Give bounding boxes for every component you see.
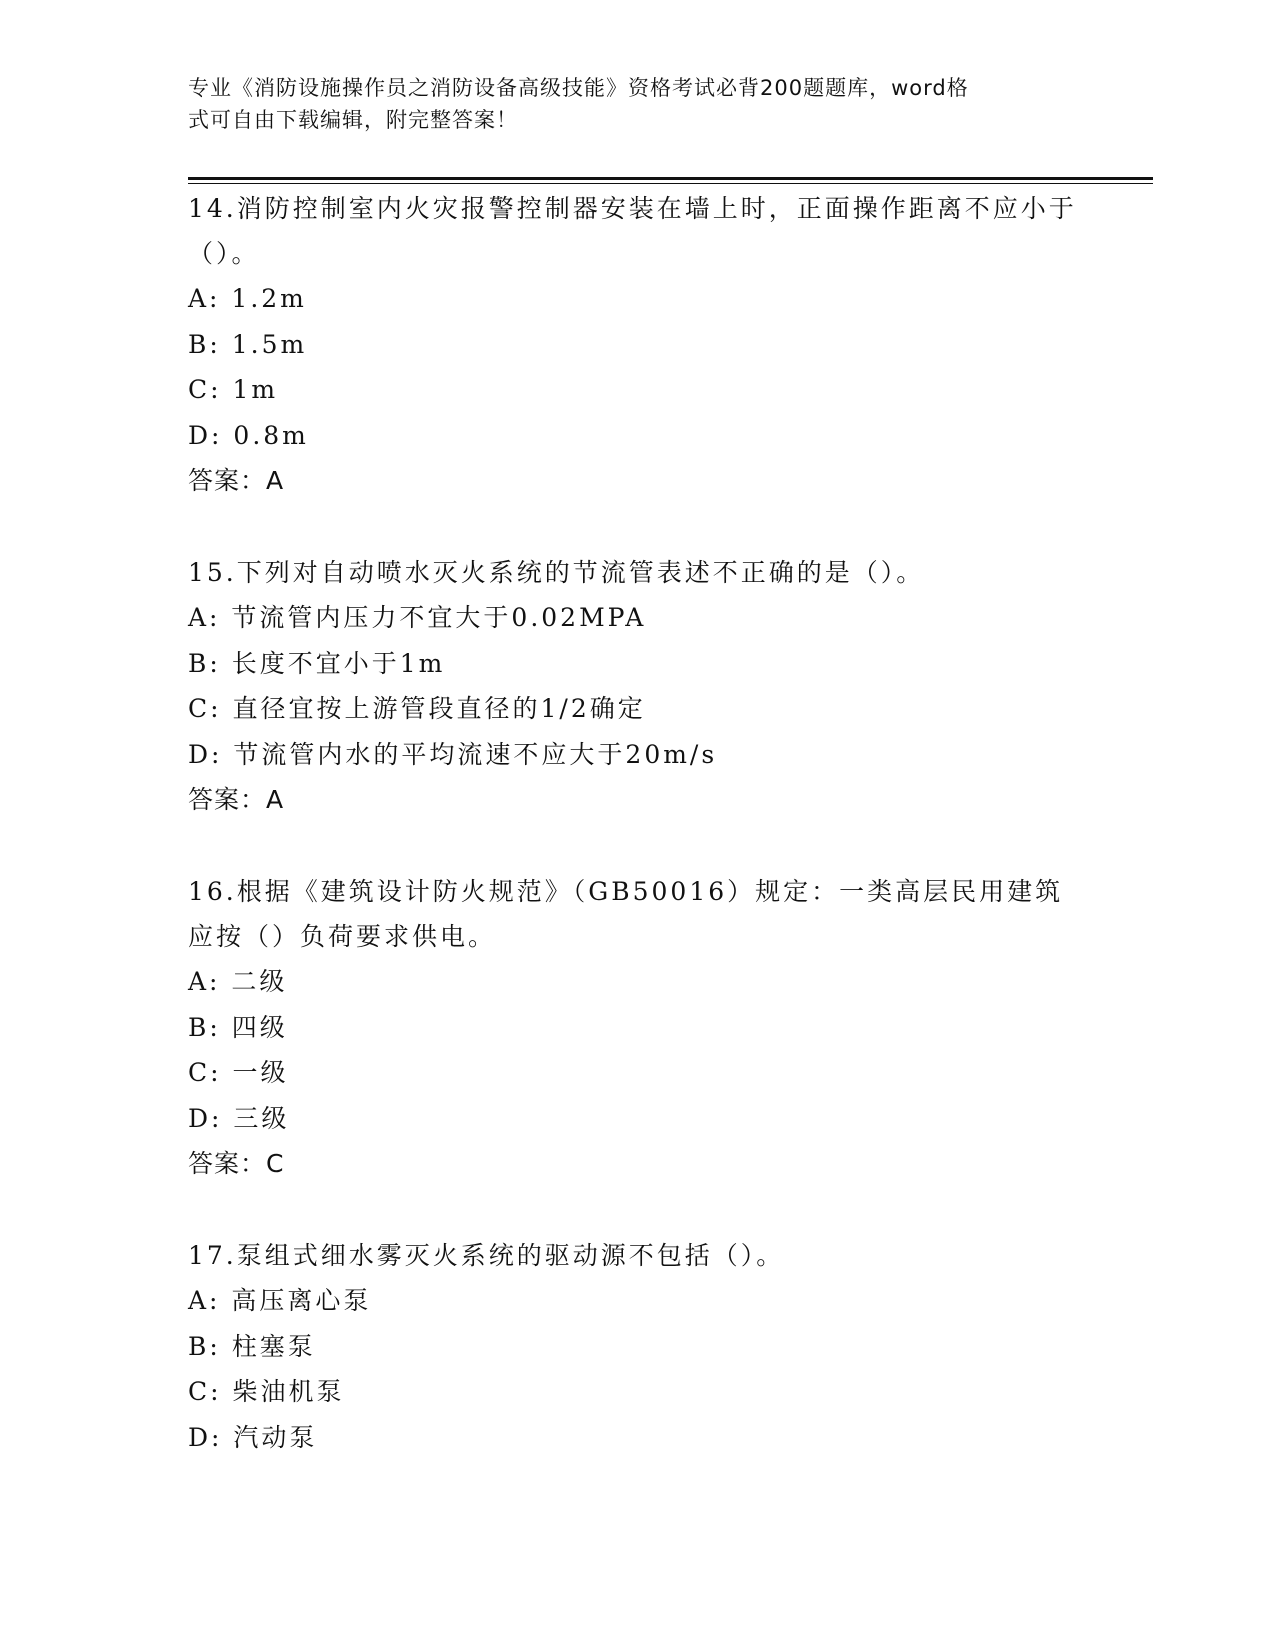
option-a: A: 1.2m	[188, 284, 307, 313]
option-d: D: 三级	[188, 1103, 290, 1133]
question-list	[188, 186, 1088, 1507]
option-d: D: 节流管内水的平均流速不应大于20m/s	[188, 739, 718, 769]
option-d: D: 0.8m	[188, 420, 309, 450]
option-b: B: 柱塞泵	[188, 1331, 316, 1361]
header-rule-thin	[188, 183, 1153, 184]
option-c: C: 一级	[188, 1058, 289, 1087]
question-14	[188, 186, 1088, 503]
question-stem: 17.泵组式细水雾灭火系统的驱动源不包括（）。	[188, 1241, 785, 1270]
option-c: C: 1m	[188, 375, 279, 404]
question-17	[188, 1233, 1088, 1460]
option-b: B: 1.5m	[188, 329, 308, 359]
option-b: B: 长度不宜小于1m	[188, 648, 446, 678]
option-a: A: 高压离心泵	[188, 1286, 372, 1315]
option-c: C: 柴油机泵	[188, 1377, 345, 1406]
document-header	[188, 72, 1088, 136]
answer-line: 答案：A	[188, 785, 285, 814]
option-a: A: 二级	[188, 967, 288, 996]
header-line-2: 式可自由下载编辑，附完整答案！	[188, 108, 518, 132]
option-c: C: 直径宜按上游管段直径的1/2确定	[188, 694, 646, 723]
question-stem: 16.根据《建筑设计防火规范》（GB50016）规定：一类高层民用建筑应按（）负荷要求供电。	[188, 877, 1064, 951]
header-rule-thick	[188, 177, 1153, 180]
answer-line: 答案：C	[188, 1149, 285, 1178]
option-b: B: 四级	[188, 1012, 288, 1042]
option-d: D: 汽动泵	[188, 1422, 318, 1452]
answer-line: 答案：A	[188, 466, 285, 495]
question-15	[188, 550, 1088, 822]
question-16	[188, 869, 1088, 1186]
question-stem: 15.下列对自动喷水灭火系统的节流管表述不正确的是（）。	[188, 558, 925, 587]
header-line-1: 专业《消防设施操作员之消防设备高级技能》资格考试必背200题题库，word格	[188, 76, 969, 100]
question-stem: 14.消防控制室内火灾报警控制器安装在墙上时，正面操作距离不应小于（）。	[188, 194, 1077, 268]
option-a: A: 节流管内压力不宜大于0.02MPA	[188, 603, 647, 632]
